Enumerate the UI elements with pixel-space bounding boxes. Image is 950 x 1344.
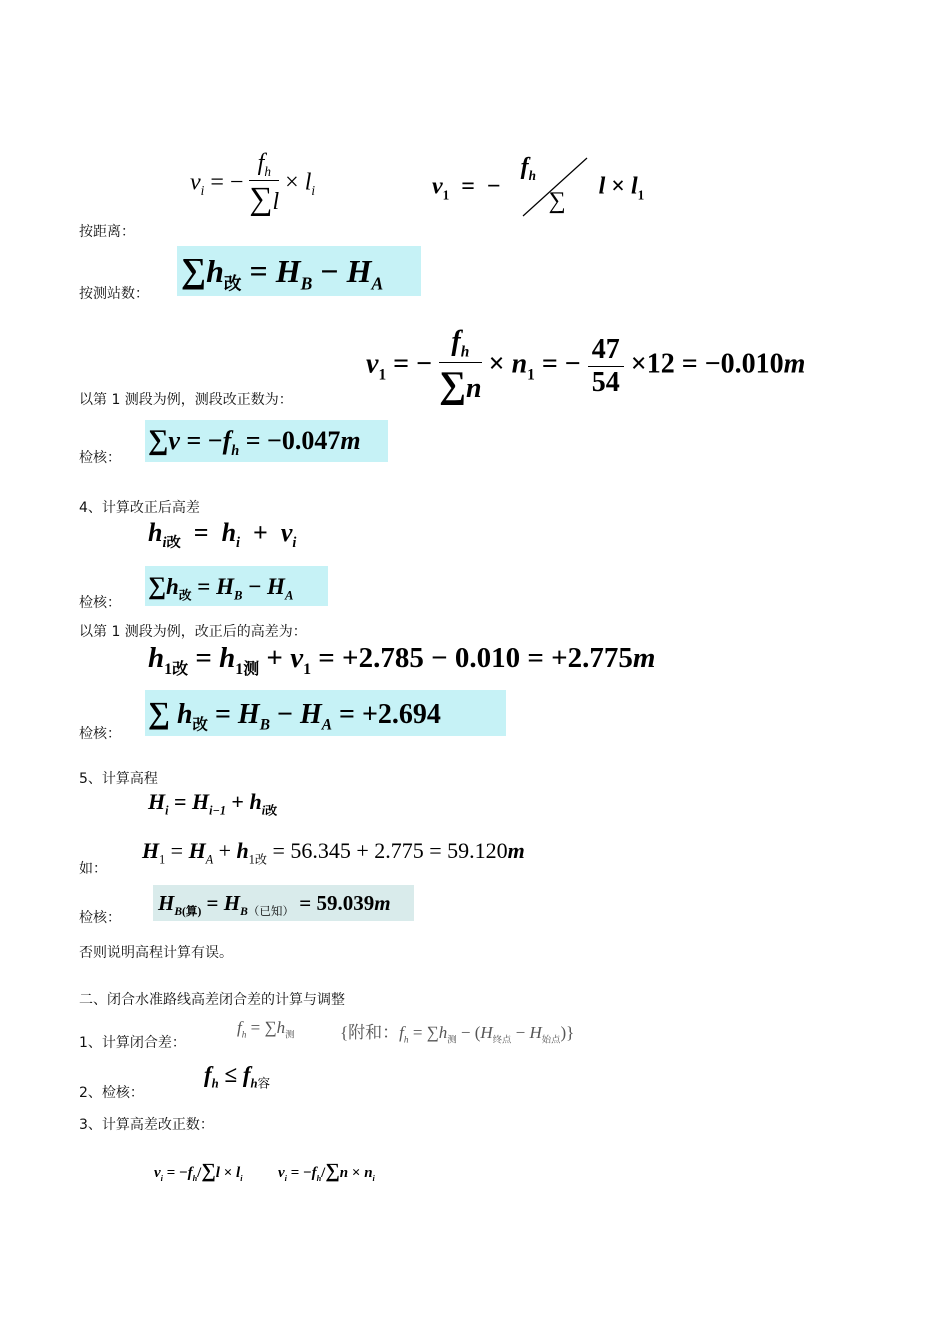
formula-vi-stations-small: $v_i = -f_h/\sum n \times n_i$ [278,1160,375,1183]
label-by-distance: 按距离： [79,224,135,240]
formula-sum-v-check: $\sum v = -f_h = -0.047m$ [145,420,388,462]
label-check1: 检核： [79,450,121,466]
label-s2-step3: 3、计算高差改正数： [79,1117,214,1133]
formula-sum-h-corrected: $\sum h_改 = H_B - H_A$ [177,246,421,296]
formula-vi-distance: $v_i$ = − $\frac{f_h}{\sum l}$ × $l_i$ [190,150,316,217]
formula-v1-distance-slashed: $v_1$ = − $f_h$ ∑ $l \times l_1$ [432,158,644,218]
label-s2-step2: 2、检核： [79,1085,144,1101]
label-example1: 以第 1 测段为例，测段改正数为： [79,392,293,408]
label-check3: 检核： [79,726,121,742]
label-step4: 4、计算改正后高差 [79,500,200,516]
label-check2: 检核： [79,595,121,611]
label-by-stations: 按测站数： [79,286,149,302]
formula-v1-stations: $v_1$ = − $\frac{f_h}{\sum n}$ × $n_1$ = − $\frac{47}{54}$ ×12 = −0.010m [366,326,806,406]
formula-fh-check: $f_h \le f_{h容}$ [204,1062,271,1091]
formula-sum-h-check: $\sum h_改 = H_B - H_A$ [145,566,328,606]
formula-fh-annexed: {附和：$f_h = \sum h_测 - (H_{终点} - H_{始点})$} [340,1023,575,1046]
label-s2-step1: 1、计算闭合差： [79,1035,186,1051]
label-step5: 5、计算高程 [79,771,158,787]
formula-hi-corrected: $h_{i改} = h_i + v_i$ [148,518,297,552]
label-section2: 二、闭合水准路线高差闭合差的计算与调整 [79,992,345,1008]
label-else-note: 否则说明高程计算有误。 [79,945,233,961]
formula-vi-distance-small: $v_i = -f_h/\sum l \times l_i$ [154,1160,243,1183]
formula-Hi: $H_i = H_{i-1} + h_{i改}$ [148,789,278,818]
formula-sum-h-value: ∑ $h_改 = H_B - H_A = +2.694$ [145,690,506,736]
formula-h1-corrected: $h_{1改} = h_{1测} + v_1 = +2.785 - 0.010 = +2.775m$ [148,642,656,678]
formula-fh-closed: $f_h = \sum h_测$ [237,1018,295,1041]
label-example2: 以第 1 测段为例，改正后的高差为： [79,624,307,640]
label-check4: 检核： [79,910,121,926]
label-such-as: 如： [79,861,107,877]
formula-H1: $H_1 = H_A + h_{1改} = 56.345 + 2.775 = 59.120m$ [142,838,525,867]
formula-HB-check: $H_{B(算)} = H_{B(已知)} = 59.039m$ [153,885,414,921]
